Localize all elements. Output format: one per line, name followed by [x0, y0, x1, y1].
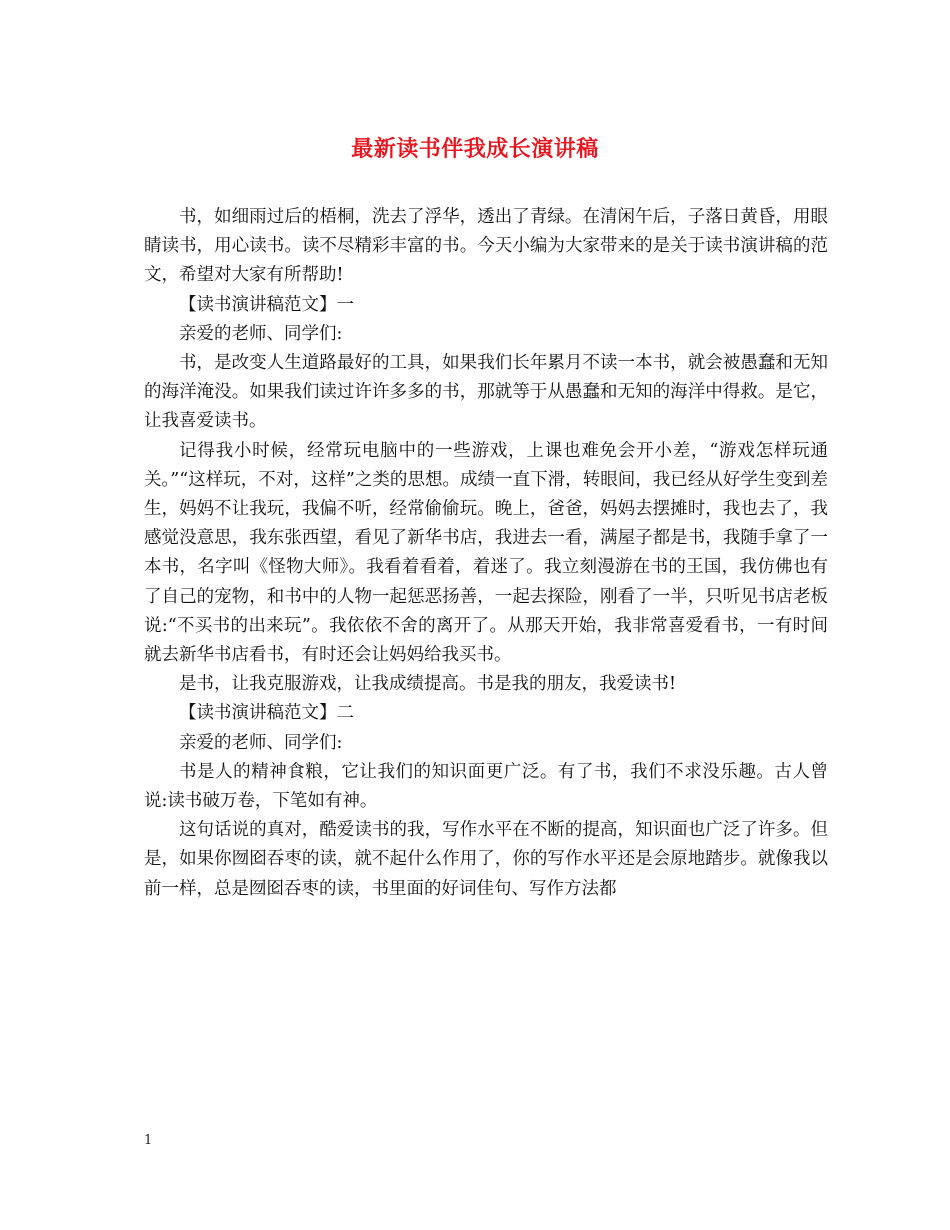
section-heading-one: 【读书演讲稿范文】一: [179, 294, 354, 315]
paragraph: 书，是改变人生道路最好的工具，如果我们长年累月不读一本书，就会被愚蠢和无知的海洋淹没。如果我们读过许许多多的书，那就等于从愚蠢和无知的海洋中得救。是它，让我喜爱读书。: [144, 353, 828, 432]
salutation-one: 亲爱的老师、同学们:: [179, 323, 343, 344]
section-heading-two: 【读书演讲稿范文】二: [179, 703, 354, 724]
paragraph: 这句话说的真对，酷爱读书的我，写作水平在不断的提高，知识面也广泛了许多。但是，如果你囫囵吞枣的读，就不起什么作用了，你的写作水平还是会原地踏步。就像我以前一样，总是囫囵吞枣的读，书里面的好词佳句、写作方法都: [144, 820, 828, 899]
paragraph: 书是人的精神食粮，它让我们的知识面更广泛。有了书，我们不求没乐趣。古人曾说:读书破万卷，下笔如有神。: [144, 761, 828, 812]
document-title: 最新读书伴我成长演讲稿: [351, 136, 599, 162]
paragraph: 是书，让我克服游戏，让我成绩提高。书是我的朋友，我爱读书!: [179, 674, 677, 695]
paragraph: 记得我小时候，经常玩电脑中的一些游戏，上课也难免会开小差，“游戏怎样玩通关。”“这样玩，不对，这样”之类的思想。成绩一直下滑，转眼间，我已经从好学生变到差生，妈妈不让我玩，我偏不听，经常偷偷玩。晚上，爸爸，妈妈去摆摊时，我也去了，我感觉没意思，我东张西望，看见了新华书店，我进去一看，满屋子都是书，我随手拿了一本书，名字叫《怪物大师》。我看着看着，着迷了。我立刻漫游在书的王国，我仿佛也有了自己的宠物，和书中的人物一起惩恶扬善，一起去探险，刚看了一半，只听见书店老板说:“不买书的出来玩”。我依依不舍的离开了。从那天开始，我非常喜爱看书，一有时间就去新华书店看书，有时还会让妈妈给我买书。: [144, 440, 828, 666]
salutation-two: 亲爱的老师、同学们:: [179, 732, 343, 753]
page-number: 1: [144, 1133, 153, 1148]
paragraph-intro: 书，如细雨过后的梧桐，洗去了浮华，透出了青绿。在清闲午后，子落日黄昏，用眼睛读书，用心读书。读不尽精彩丰富的书。今天小编为大家带来的是关于读书演讲稿的范文，希望对大家有所帮助!: [144, 207, 828, 286]
document-body: [144, 203, 828, 904]
